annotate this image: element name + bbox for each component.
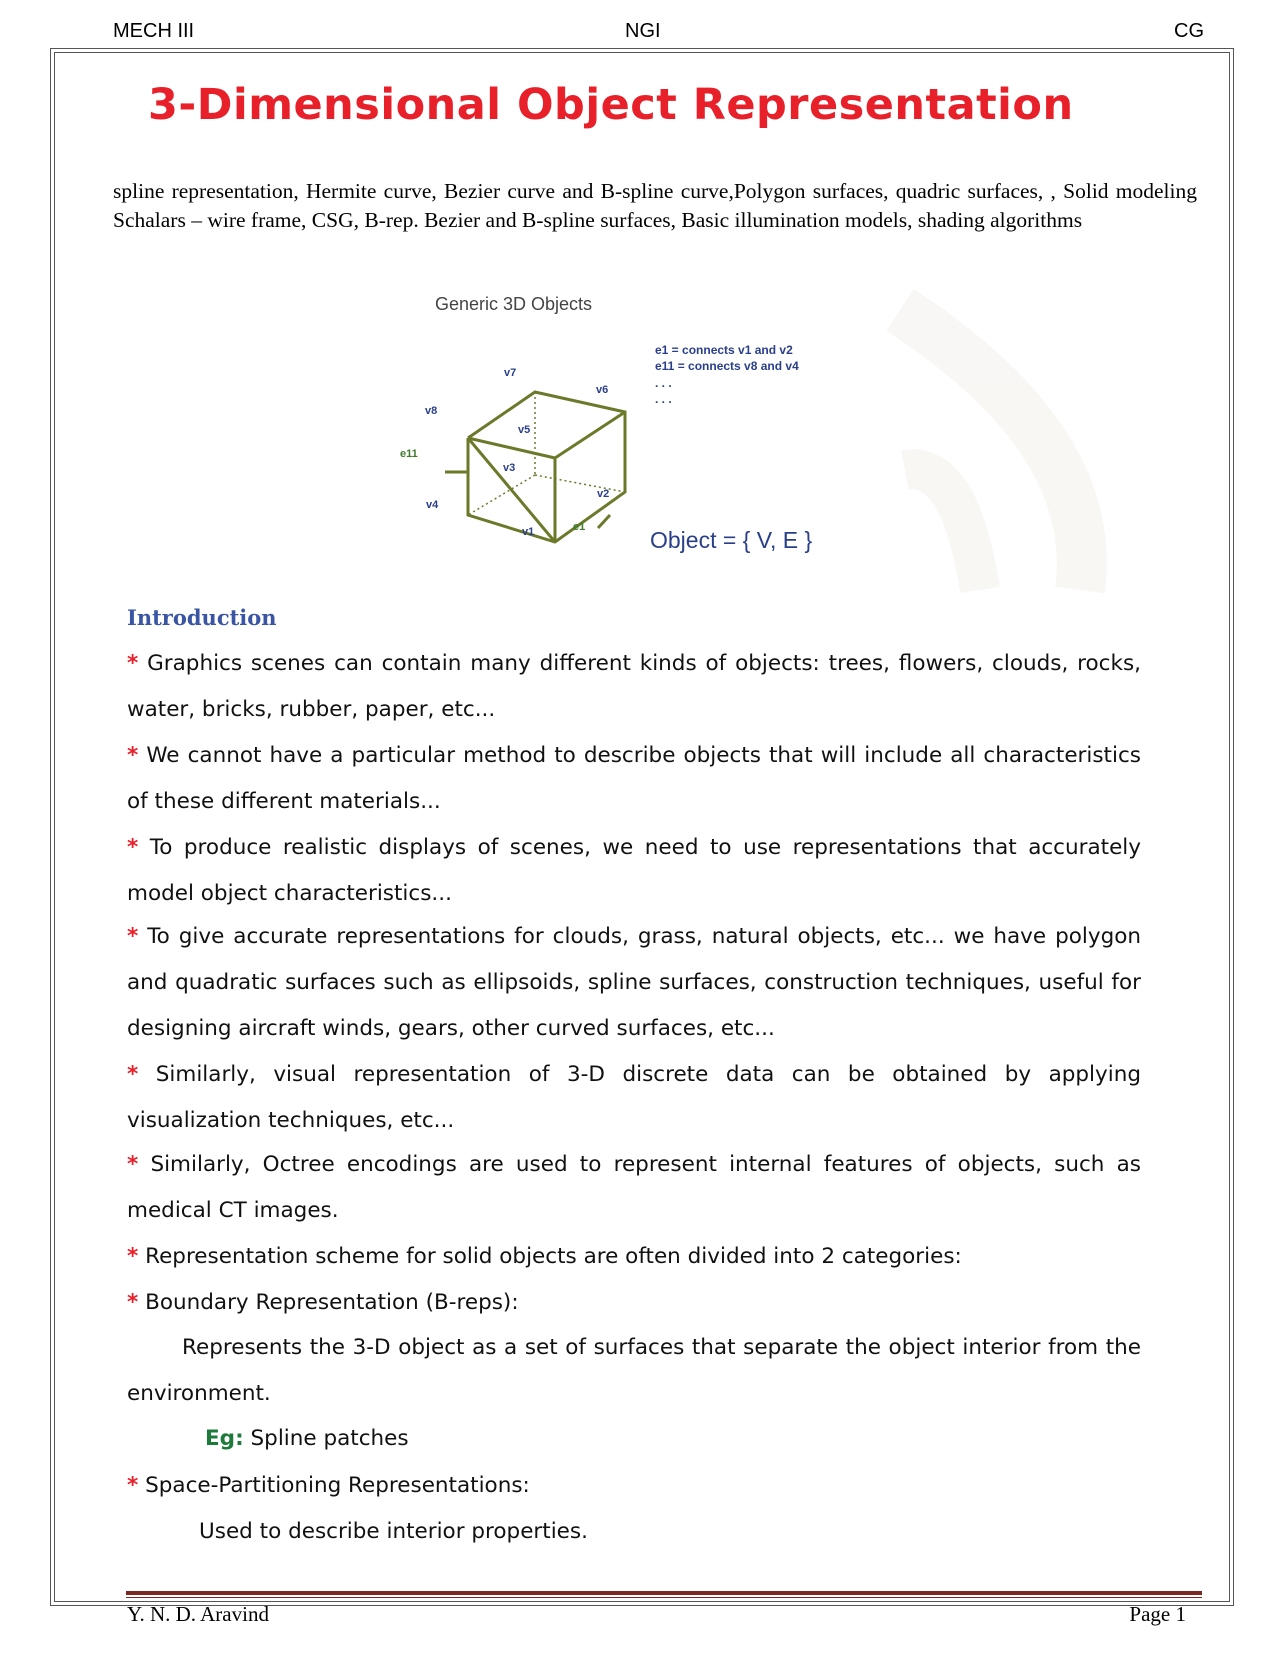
edge-label-e1: e1 bbox=[573, 521, 586, 533]
intro-bullet bbox=[127, 1463, 1141, 1509]
syllabus-paragraph: spline representation, Hermite curve, Bezier curve and B-spline curve,Polygon surfaces, quadric surfaces, , Solid modeling Schalars – wire frame, CSG, B-rep. Bezier and B-spline surfaces, Basic illumination models, shading algorithms bbox=[113, 179, 1197, 232]
bullet-text: Representation scheme for solid objects are often divided into 2 categories: bbox=[145, 1244, 962, 1269]
watermark-graphic bbox=[900, 310, 1082, 590]
intro-bullet bbox=[127, 1280, 1141, 1326]
bullet-star: * bbox=[127, 651, 139, 676]
example-label: Eg: bbox=[205, 1426, 244, 1451]
bullet-text: Similarly, visual representation of 3-D discrete data can be obtained by applying visualization techniques, etc... bbox=[127, 1062, 1141, 1133]
vertex-label-v1: v1 bbox=[522, 526, 535, 538]
figure-caption: Generic 3D Objects bbox=[435, 294, 593, 314]
bullet-text: Graphics scenes can contain many different kinds of objects: trees, flowers, clouds, rocks, water, bricks, rubber, paper, etc... bbox=[127, 651, 1141, 722]
intro-bullet bbox=[127, 1234, 1141, 1280]
breps-description: Represents the 3-D object as a set of surfaces that separate the object interior from the environment. bbox=[127, 1335, 1141, 1406]
bullet-text: Space-Partitioning Representations: bbox=[145, 1473, 530, 1498]
vertex-label-v7: v7 bbox=[504, 367, 517, 379]
figure-note: . . . bbox=[655, 376, 672, 390]
example-text: Spline patches bbox=[250, 1426, 409, 1451]
bullet-text: To produce realistic displays of scenes, we need to use representations that accurately model object characteristics... bbox=[127, 835, 1142, 906]
figure-note: . . . bbox=[655, 392, 672, 406]
vertex-label-v5: v5 bbox=[518, 424, 531, 436]
object-formula: Object = { V, E } bbox=[650, 527, 813, 553]
header-left: MECH III bbox=[113, 20, 195, 42]
bullet-text: We cannot have a particular method to describe objects that will include all characteristics of these different materials... bbox=[127, 743, 1141, 814]
footer-rule-thin bbox=[126, 1597, 1202, 1598]
spr-description: Used to describe interior properties. bbox=[199, 1519, 588, 1544]
footer-page-number: Page 1 bbox=[1129, 1602, 1186, 1626]
vertex-label-v4: v4 bbox=[426, 499, 439, 511]
bullet-star: * bbox=[127, 1062, 139, 1087]
header-center: NGI bbox=[625, 20, 661, 42]
bullet-star: * bbox=[127, 835, 139, 860]
bullet-star: * bbox=[127, 1244, 139, 1269]
bullet-star: * bbox=[127, 1473, 139, 1498]
intro-bullet bbox=[127, 641, 1141, 733]
bullet-star: * bbox=[127, 1290, 139, 1315]
bullet-text: Similarly, Octree encodings are used to represent internal features of objects, such as medical CT images. bbox=[127, 1152, 1141, 1223]
vertex-label-v8: v8 bbox=[425, 405, 438, 417]
intro-bullet bbox=[127, 1052, 1141, 1144]
footer-author: Y. N. D. Aravind bbox=[127, 1602, 269, 1626]
figure-note: e11 = connects v8 and v4 bbox=[655, 359, 799, 373]
bullet-star: * bbox=[127, 743, 139, 768]
bullet-text: To give accurate representations for clouds, grass, natural objects, etc... we have polygon and quadratic surfaces such as ellipsoids, spline surfaces, construction techniques, useful for designing aircraft winds, gears, other curved surfaces, etc... bbox=[127, 924, 1141, 1041]
introduction-heading: Introduction bbox=[127, 605, 277, 630]
vertex-label-v6: v6 bbox=[596, 384, 609, 396]
intro-bullet bbox=[127, 733, 1141, 825]
header-right: CG bbox=[1174, 20, 1204, 42]
edge-label-e11: e11 bbox=[400, 448, 418, 460]
generic-3d-objects-figure bbox=[400, 290, 1120, 595]
bullet-star: * bbox=[127, 1152, 139, 1177]
footer-rule bbox=[126, 1591, 1202, 1595]
page-title: 3-Dimensional Object Representation bbox=[148, 80, 1074, 130]
intro-bullet bbox=[127, 1142, 1141, 1234]
figure-note: e1 = connects v1 and v2 bbox=[655, 343, 793, 357]
intro-bullet bbox=[127, 914, 1141, 1052]
example-line bbox=[205, 1416, 1105, 1462]
bullet-star: * bbox=[127, 924, 139, 949]
intro-bullet bbox=[127, 825, 1141, 917]
vertex-label-v3: v3 bbox=[503, 462, 516, 474]
bullet-text: Boundary Representation (B-reps): bbox=[145, 1290, 519, 1315]
vertex-label-v2: v2 bbox=[597, 488, 610, 500]
